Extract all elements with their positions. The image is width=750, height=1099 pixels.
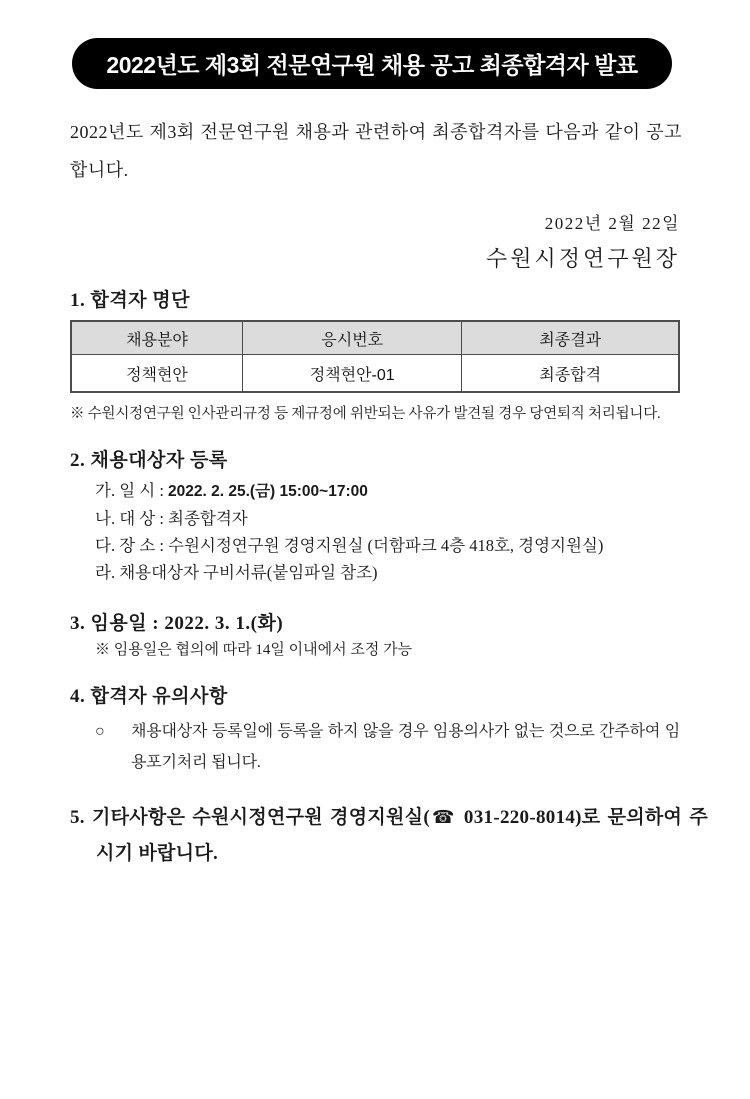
circle-bullet-marker: ○ bbox=[95, 723, 105, 740]
appointment-date-note: ※ 임용일은 협의에 따라 14일 이내에서 조정 가능 bbox=[95, 642, 413, 658]
contact-text-after: 031-220-8014)로 문의하여 주시기 바랍니다. bbox=[96, 807, 708, 864]
section-3-heading: 3. 임용일 : 2022. 3. 1.(화) bbox=[70, 613, 284, 634]
contact-text-before: 5. 기타사항은 수원시정연구원 경영지원실( bbox=[70, 807, 430, 828]
signature-block bbox=[70, 209, 680, 273]
pass-list-table bbox=[70, 320, 680, 393]
notice-bullet-text: 채용대상자 등록일에 등록을 하지 않을 경우 임용의사가 없는 것으로 간주하여 임용포기처리 됩니다. bbox=[131, 723, 680, 771]
item-documents-value: 채용대상자 구비서류(붙임파일 참조) bbox=[119, 563, 378, 582]
item-target-label: 나. 대 상 : bbox=[95, 509, 169, 528]
issuing-authority: 수원시정연구원장 bbox=[485, 246, 680, 271]
item-datetime bbox=[95, 477, 680, 505]
item-place-label: 다. 장 소 : bbox=[95, 536, 169, 555]
section-1-heading: 1. 합격자 명단 bbox=[70, 290, 191, 311]
col-header-final-result: 최종결과 bbox=[462, 321, 679, 355]
announcement-date: 2022년 2월 22일 bbox=[544, 214, 680, 233]
table-header-row bbox=[71, 321, 679, 355]
item-datetime-label: 가. 일 시 : bbox=[95, 481, 169, 500]
table-footnote: ※ 수원시정연구원 인사관리규정 등 제규정에 위반되는 사유가 발견될 경우 당연퇴직 처리됩니다. bbox=[70, 406, 661, 422]
item-place-value: 수원시정연구원 경영지원실 (더함파크 4층 418호, 경영지원실) bbox=[168, 536, 604, 555]
section-2-heading: 2. 채용대상자 등록 bbox=[70, 450, 228, 471]
item-place bbox=[95, 532, 680, 559]
section-4-heading: 4. 합격자 유의사항 bbox=[70, 686, 228, 707]
cell-applicant-number: 정책현안-01 bbox=[242, 355, 461, 393]
phone-icon: ☎ bbox=[429, 807, 457, 828]
notice-bullet-item bbox=[70, 716, 680, 778]
section-2-item-list bbox=[70, 477, 680, 586]
item-target bbox=[95, 505, 680, 532]
item-documents-label: 라. bbox=[95, 563, 120, 582]
col-header-applicant-number: 응시번호 bbox=[242, 321, 461, 355]
section-5-contact bbox=[70, 800, 708, 872]
col-header-recruit-field: 채용분야 bbox=[71, 321, 242, 355]
item-target-value: 최종합격자 bbox=[168, 509, 248, 528]
document-title: 2022년도 제3회 전문연구원 채용 공고 최종합격자 발표 bbox=[106, 52, 638, 78]
item-datetime-value: 2022. 2. 25.(금) 15:00~17:00 bbox=[168, 483, 368, 500]
cell-final-result: 최종합격 bbox=[462, 355, 679, 393]
title-banner bbox=[72, 38, 672, 89]
cell-recruit-field: 정책현안 bbox=[71, 355, 242, 393]
document-page bbox=[0, 38, 750, 1099]
item-documents bbox=[95, 559, 680, 586]
table-row bbox=[71, 355, 679, 393]
intro-paragraph: 2022년도 제3회 전문연구원 채용과 관련하여 최종합격자를 다음과 같이 공고합니다. bbox=[70, 122, 682, 180]
